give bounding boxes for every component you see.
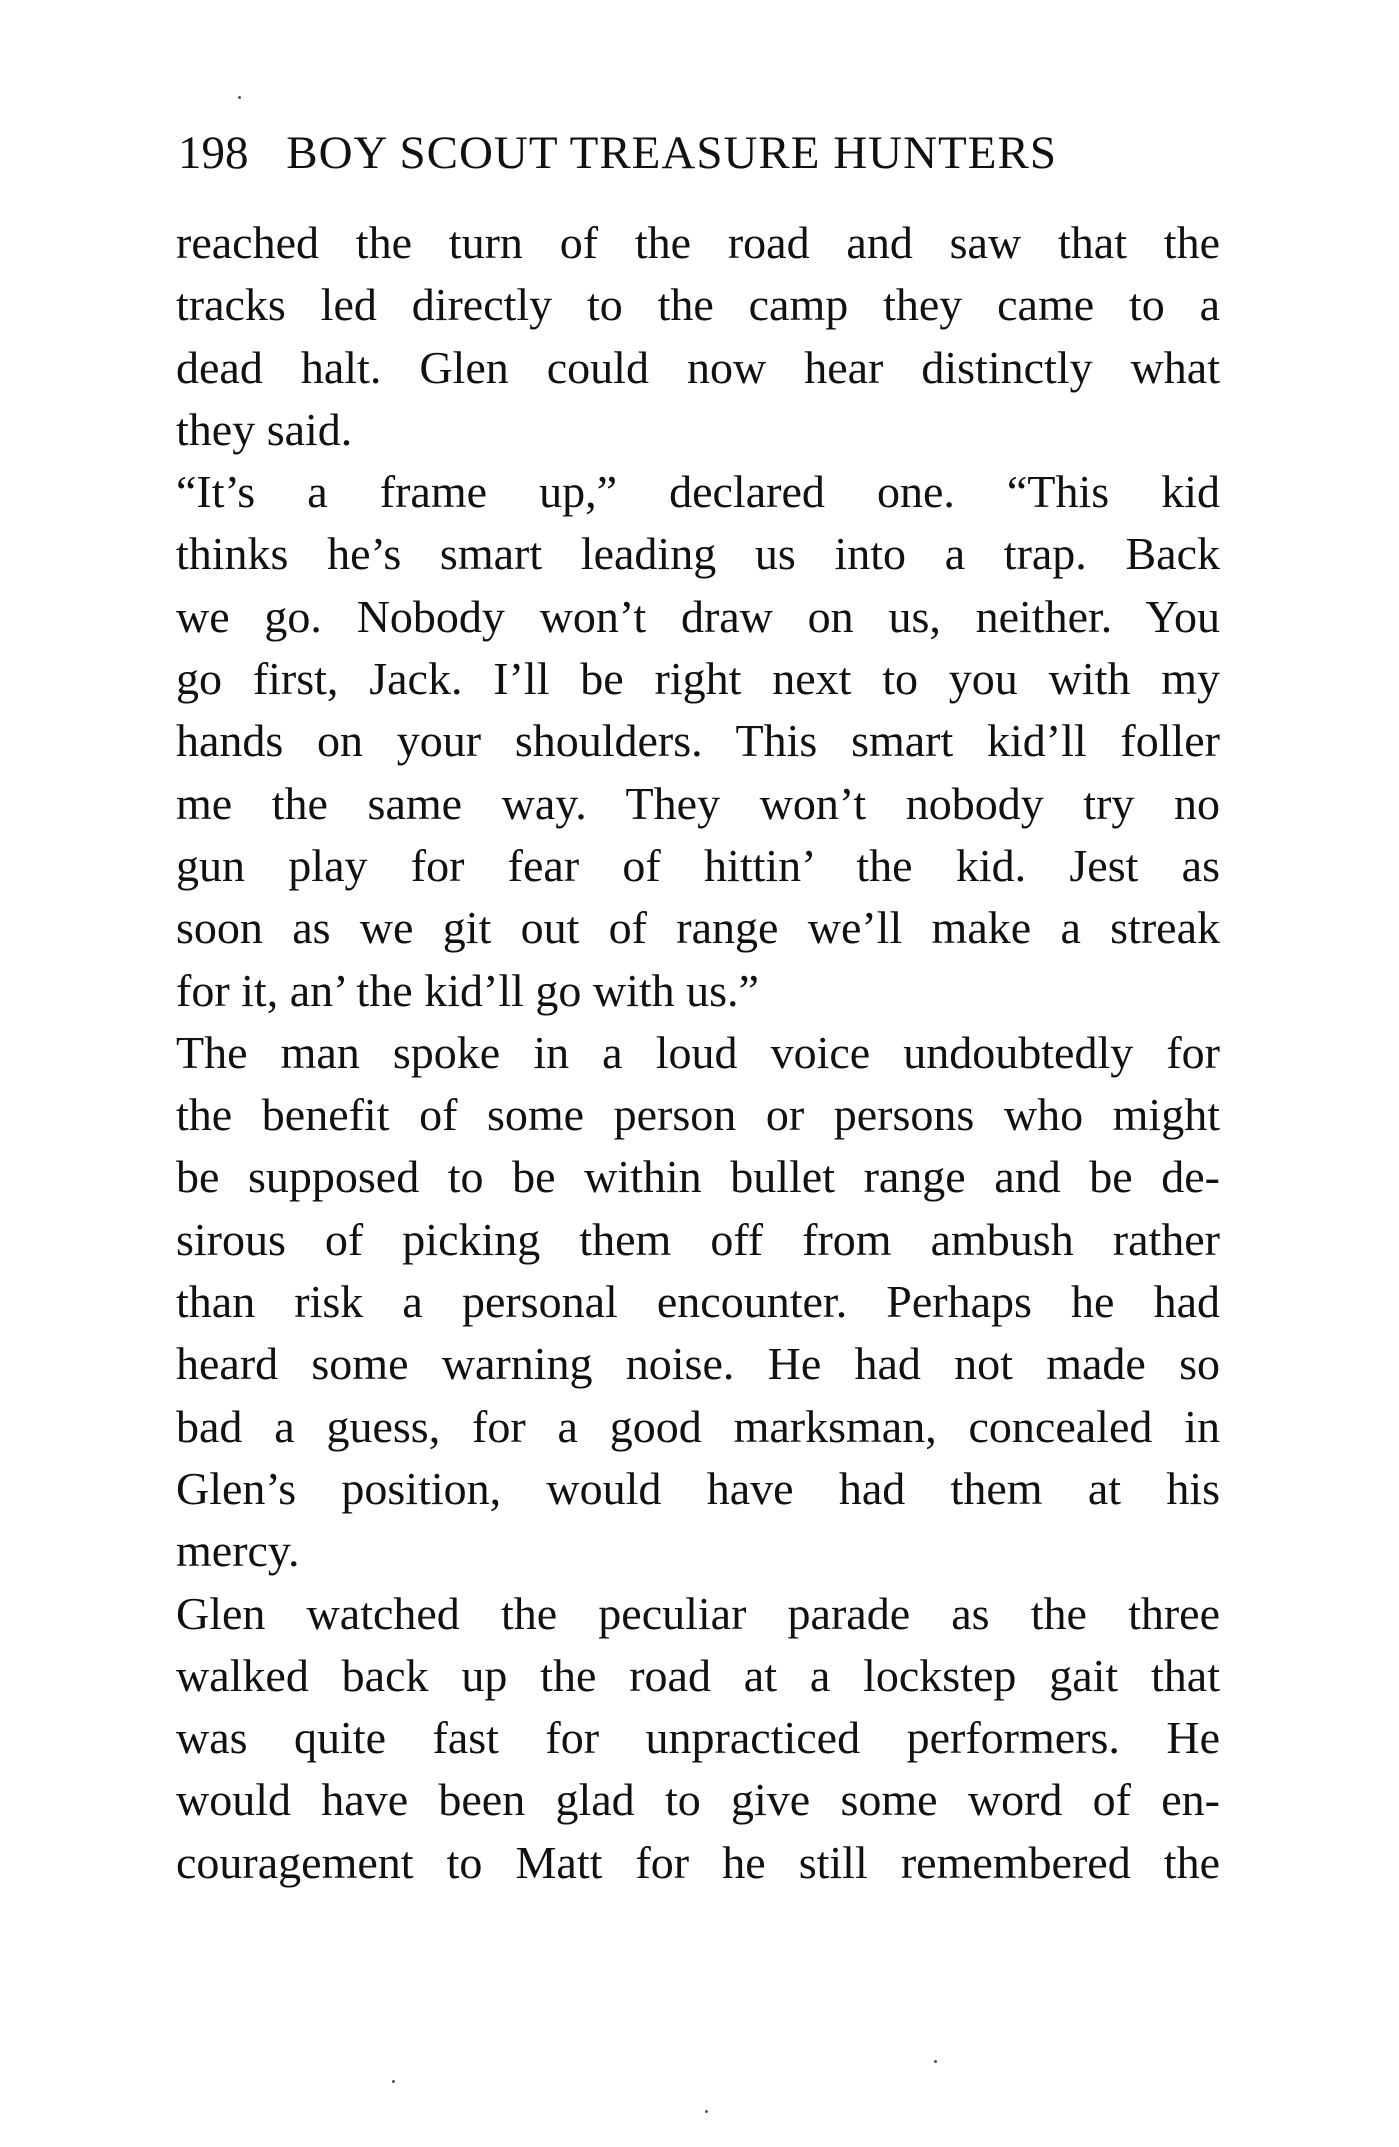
- text-line: we go. Nobody won’t draw on us, neither. You: [176, 590, 1220, 642]
- paper-speck: [392, 2080, 395, 2083]
- text-line: gun play for fear of hittin’ the kid. Jest as: [176, 839, 1220, 891]
- text-line: for it, an’ the kid’ll go with us.”: [176, 964, 759, 1016]
- running-title: BOY SCOUT TREASURE HUNTERS: [286, 127, 1057, 179]
- paper-speck: [238, 96, 241, 99]
- paragraph: [176, 1583, 1220, 1894]
- text-line: me the same way. They won’t nobody try no: [176, 777, 1220, 829]
- page-number: 198: [178, 127, 249, 179]
- text-line: was quite fast for unpracticed performers. He: [176, 1712, 1220, 1764]
- text-line: walked back up the road at a lockstep gait that: [176, 1649, 1220, 1701]
- text-line: soon as we git out of range we’ll make a streak: [176, 902, 1220, 954]
- text-line: be supposed to be within bullet range and be de-: [176, 1151, 1220, 1203]
- text-line: go first, Jack. I’ll be right next to you with my: [176, 653, 1220, 705]
- text-line: heard some warning noise. He had not made so: [176, 1338, 1220, 1390]
- text-line: sirous of picking them off from ambush rather: [176, 1213, 1220, 1265]
- paragraph: [176, 461, 1220, 1022]
- text-line: thinks he’s smart leading us into a trap. Back: [176, 528, 1220, 580]
- text-line: bad a guess, for a good marksman, concealed in: [176, 1400, 1220, 1452]
- text-line: Glen watched the peculiar parade as the three: [176, 1587, 1220, 1639]
- text-line: than risk a personal encounter. Perhaps he had: [176, 1276, 1220, 1328]
- page-header: [178, 118, 1218, 188]
- paper-speck: [705, 2110, 708, 2113]
- text-line: the benefit of some person or persons who might: [176, 1089, 1220, 1141]
- text-line: tracks led directly to the camp they came to a: [176, 279, 1220, 331]
- text-line: mercy.: [176, 1525, 300, 1577]
- text-line: The man spoke in a loud voice undoubtedly for: [176, 1026, 1220, 1078]
- text-line: Glen’s position, would have had them at his: [176, 1462, 1220, 1514]
- text-line: reached the turn of the road and saw that the: [176, 217, 1220, 268]
- paragraph: [176, 212, 1220, 461]
- body-text: [176, 212, 1220, 1894]
- paper-speck: [934, 2060, 937, 2063]
- text-line: dead halt. Glen could now hear distinctly what: [176, 341, 1220, 393]
- text-line: hands on your shoulders. This smart kid’ll foller: [176, 715, 1220, 767]
- paragraph: [176, 1022, 1220, 1583]
- text-line: they said.: [176, 403, 353, 455]
- text-line: “It’s a frame up,” declared one. “This kid: [176, 466, 1220, 518]
- text-line: couragement to Matt for he still remembered the: [176, 1836, 1220, 1888]
- text-line: would have been glad to give some word of en-: [176, 1774, 1220, 1826]
